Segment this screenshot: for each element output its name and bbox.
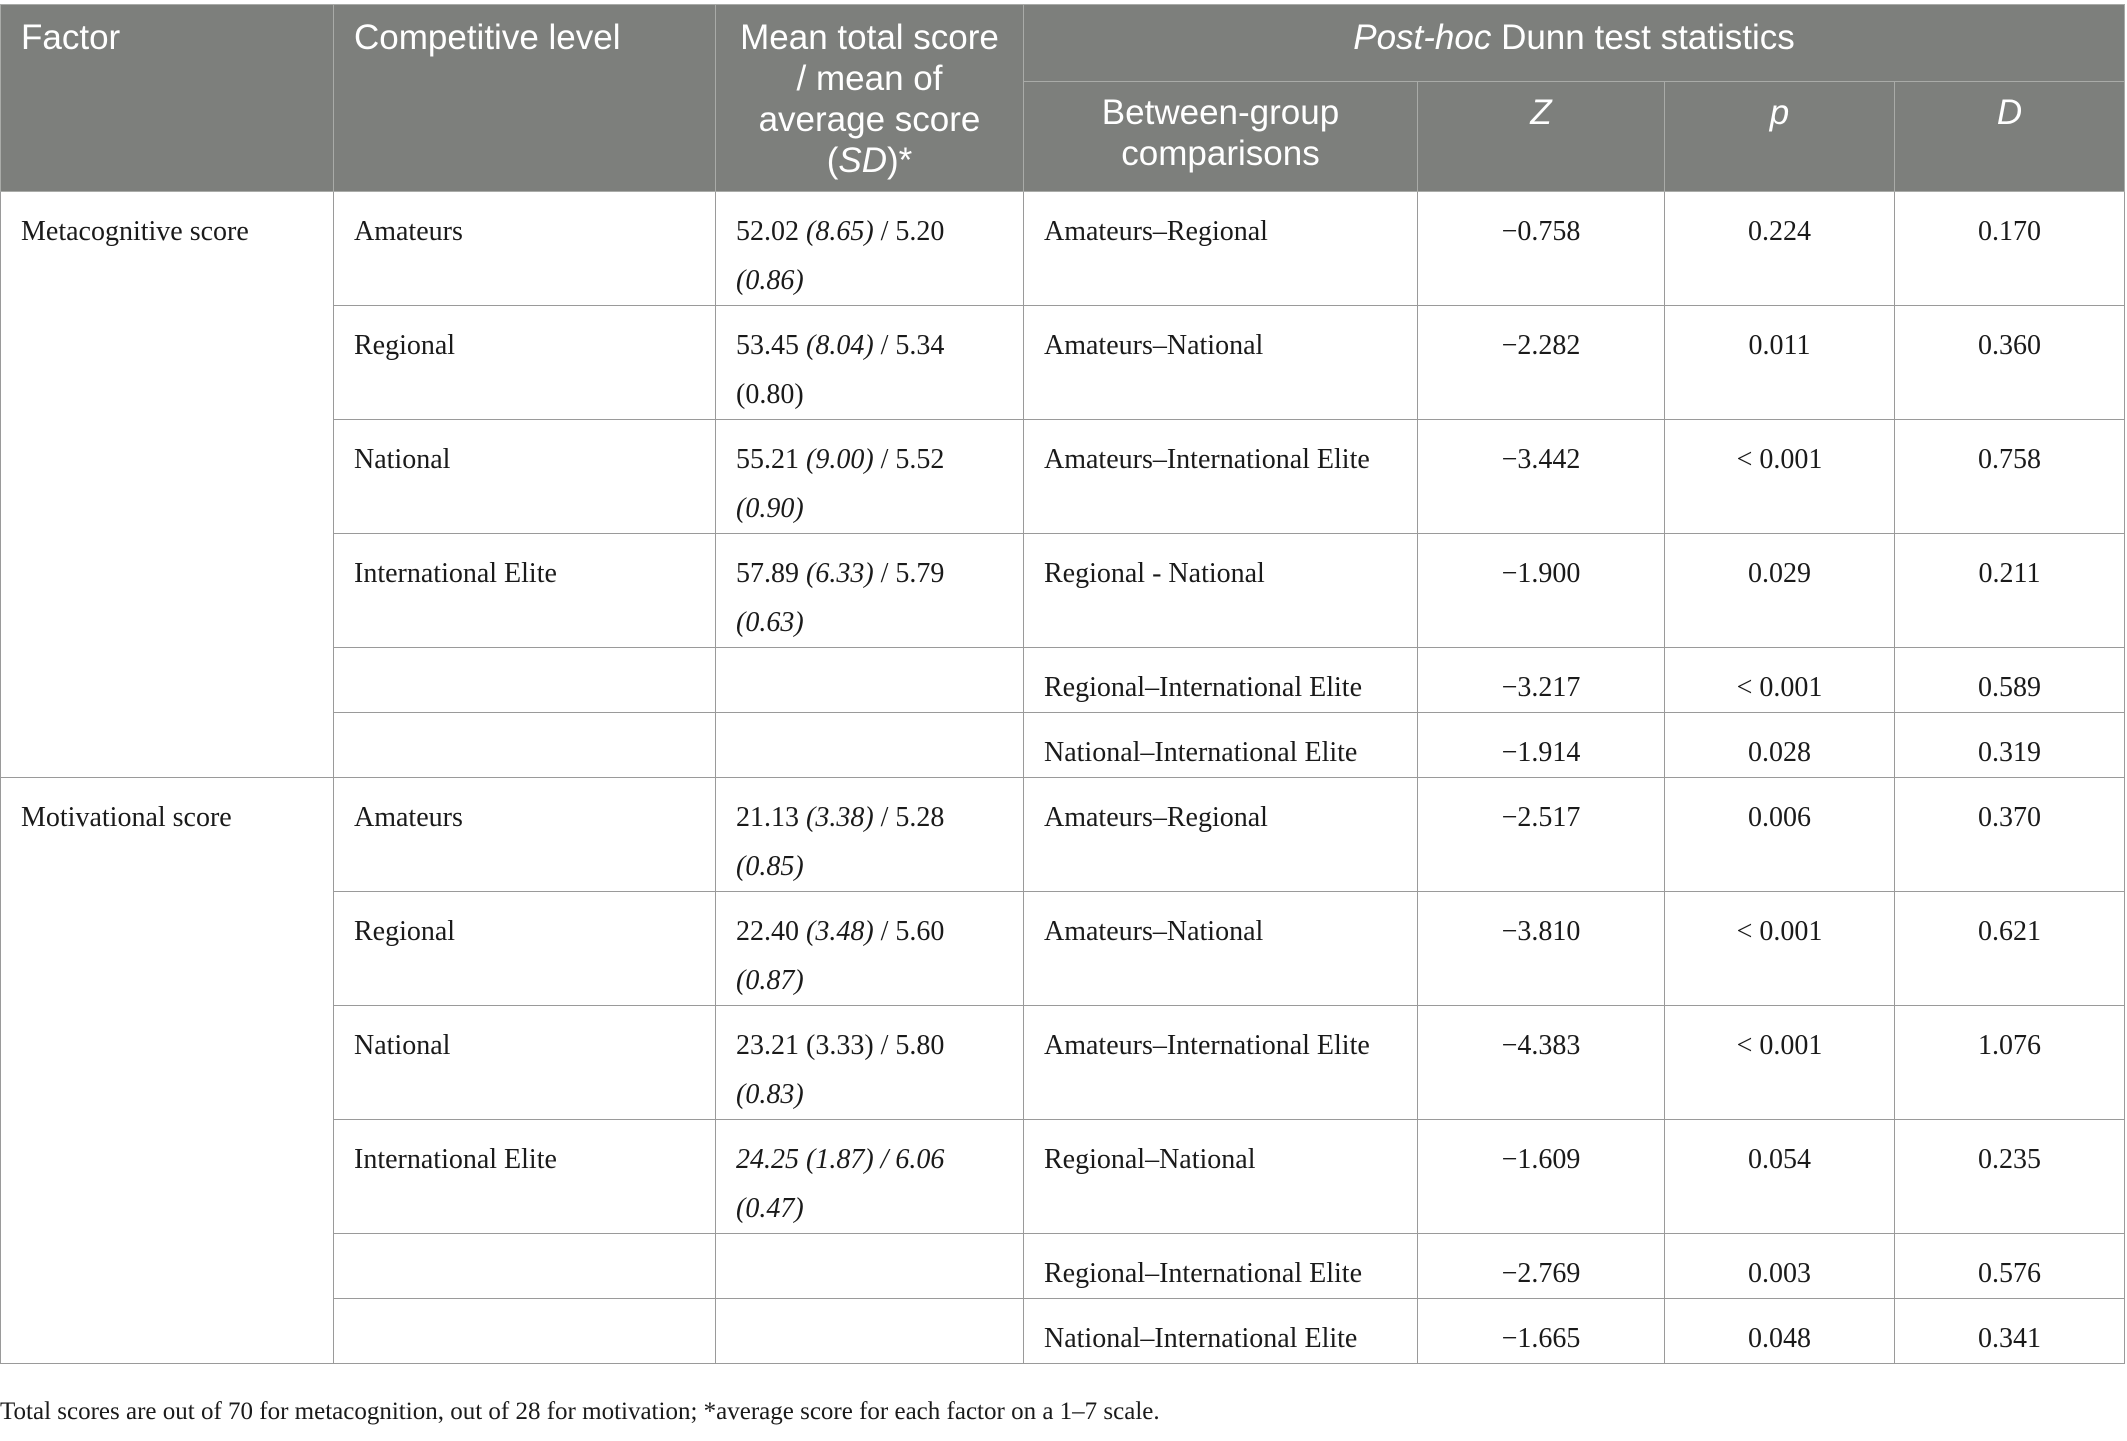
table-footnote: Total scores are out of 70 for metacognition, out of 28 for motivation; *average score for each factor on a 1–7 scale. [0, 1398, 1160, 1425]
d-cell: 0.360 [1895, 306, 2125, 420]
dunn-test-table [0, 4, 2125, 1364]
header-z: Z [1418, 82, 1665, 192]
d-cell: 0.341 [1895, 1299, 2125, 1364]
header-mean-star: )* [887, 141, 913, 180]
level-cell-empty [334, 648, 716, 713]
p-cell: < 0.001 [1665, 1006, 1895, 1120]
d-cell: 0.170 [1895, 192, 2125, 306]
table-row [1, 778, 2125, 892]
comparison-cell: Regional–National [1024, 1120, 1418, 1234]
mean-cell-empty [716, 1234, 1024, 1299]
p-cell: < 0.001 [1665, 420, 1895, 534]
table-body [1, 192, 2125, 1364]
level-cell: Amateurs [334, 778, 716, 892]
z-cell: −3.217 [1418, 648, 1665, 713]
z-cell: −4.383 [1418, 1006, 1665, 1120]
z-cell: −3.810 [1418, 892, 1665, 1006]
header-between-group: Between-group comparisons [1024, 82, 1418, 192]
factor-cell: Motivational score [1, 778, 334, 1364]
z-cell: −1.665 [1418, 1299, 1665, 1364]
level-cell-empty [334, 713, 716, 778]
header-mean-score [716, 5, 1024, 192]
header-mean-text: Mean total score / mean of average score ( [740, 18, 999, 180]
mean-cell: 21.13 (3.38) / 5.28 (0.85) [716, 778, 1024, 892]
d-cell: 0.370 [1895, 778, 2125, 892]
mean-cell: 23.21 (3.33) / 5.80 (0.83) [716, 1006, 1024, 1120]
p-cell: < 0.001 [1665, 648, 1895, 713]
header-d: D [1895, 82, 2125, 192]
z-cell: −2.517 [1418, 778, 1665, 892]
header-dunn-group [1024, 5, 2125, 82]
mean-cell: 53.45 (8.04) / 5.34 (0.80) [716, 306, 1024, 420]
comparison-cell: Regional–International Elite [1024, 1234, 1418, 1299]
level-cell-empty [334, 1299, 716, 1364]
z-cell: −1.900 [1418, 534, 1665, 648]
p-cell: 0.054 [1665, 1120, 1895, 1234]
p-cell: 0.028 [1665, 713, 1895, 778]
mean-cell: 57.89 (6.33) / 5.79 (0.63) [716, 534, 1024, 648]
d-cell: 0.211 [1895, 534, 2125, 648]
table-row [1, 192, 2125, 306]
level-cell: National [334, 420, 716, 534]
table-header [1, 5, 2125, 192]
header-p: p [1665, 82, 1895, 192]
level-cell: Regional [334, 306, 716, 420]
comparison-cell: Amateurs–Regional [1024, 192, 1418, 306]
header-competitive-level: Competitive level [334, 5, 716, 192]
comparison-cell: Amateurs–International Elite [1024, 1006, 1418, 1120]
d-cell: 0.758 [1895, 420, 2125, 534]
z-cell: −1.609 [1418, 1120, 1665, 1234]
mean-cell-empty [716, 713, 1024, 778]
p-cell: 0.048 [1665, 1299, 1895, 1364]
header-posthoc: Post-hoc [1353, 18, 1492, 57]
mean-cell: 55.21 (9.00) / 5.52 (0.90) [716, 420, 1024, 534]
comparison-cell: Regional–International Elite [1024, 648, 1418, 713]
d-cell: 0.235 [1895, 1120, 2125, 1234]
mean-cell-empty [716, 648, 1024, 713]
level-cell: International Elite [334, 1120, 716, 1234]
mean-cell-empty [716, 1299, 1024, 1364]
mean-cell: 22.40 (3.48) / 5.60 (0.87) [716, 892, 1024, 1006]
level-cell-empty [334, 1234, 716, 1299]
level-cell: Regional [334, 892, 716, 1006]
p-cell: < 0.001 [1665, 892, 1895, 1006]
z-cell: −2.769 [1418, 1234, 1665, 1299]
p-cell: 0.006 [1665, 778, 1895, 892]
factor-cell: Metacognitive score [1, 192, 334, 778]
comparison-cell: Amateurs–National [1024, 306, 1418, 420]
level-cell: Amateurs [334, 192, 716, 306]
z-cell: −0.758 [1418, 192, 1665, 306]
level-cell: National [334, 1006, 716, 1120]
comparison-cell: National–International Elite [1024, 1299, 1418, 1364]
p-cell: 0.003 [1665, 1234, 1895, 1299]
level-cell: International Elite [334, 534, 716, 648]
d-cell: 0.319 [1895, 713, 2125, 778]
mean-cell: 24.25 (1.87) / 6.06 (0.47) [716, 1120, 1024, 1234]
p-cell: 0.224 [1665, 192, 1895, 306]
comparison-cell: Regional - National [1024, 534, 1418, 648]
comparison-cell: Amateurs–International Elite [1024, 420, 1418, 534]
z-cell: −2.282 [1418, 306, 1665, 420]
mean-cell: 52.02 (8.65) / 5.20 (0.86) [716, 192, 1024, 306]
d-cell: 1.076 [1895, 1006, 2125, 1120]
header-mean-sd: SD [838, 141, 887, 180]
d-cell: 0.589 [1895, 648, 2125, 713]
d-cell: 0.621 [1895, 892, 2125, 1006]
header-dunn-rest: Dunn test statistics [1491, 18, 1795, 57]
z-cell: −3.442 [1418, 420, 1665, 534]
d-cell: 0.576 [1895, 1234, 2125, 1299]
comparison-cell: National–International Elite [1024, 713, 1418, 778]
comparison-cell: Amateurs–Regional [1024, 778, 1418, 892]
comparison-cell: Amateurs–National [1024, 892, 1418, 1006]
p-cell: 0.029 [1665, 534, 1895, 648]
header-factor: Factor [1, 5, 334, 192]
z-cell: −1.914 [1418, 713, 1665, 778]
p-cell: 0.011 [1665, 306, 1895, 420]
